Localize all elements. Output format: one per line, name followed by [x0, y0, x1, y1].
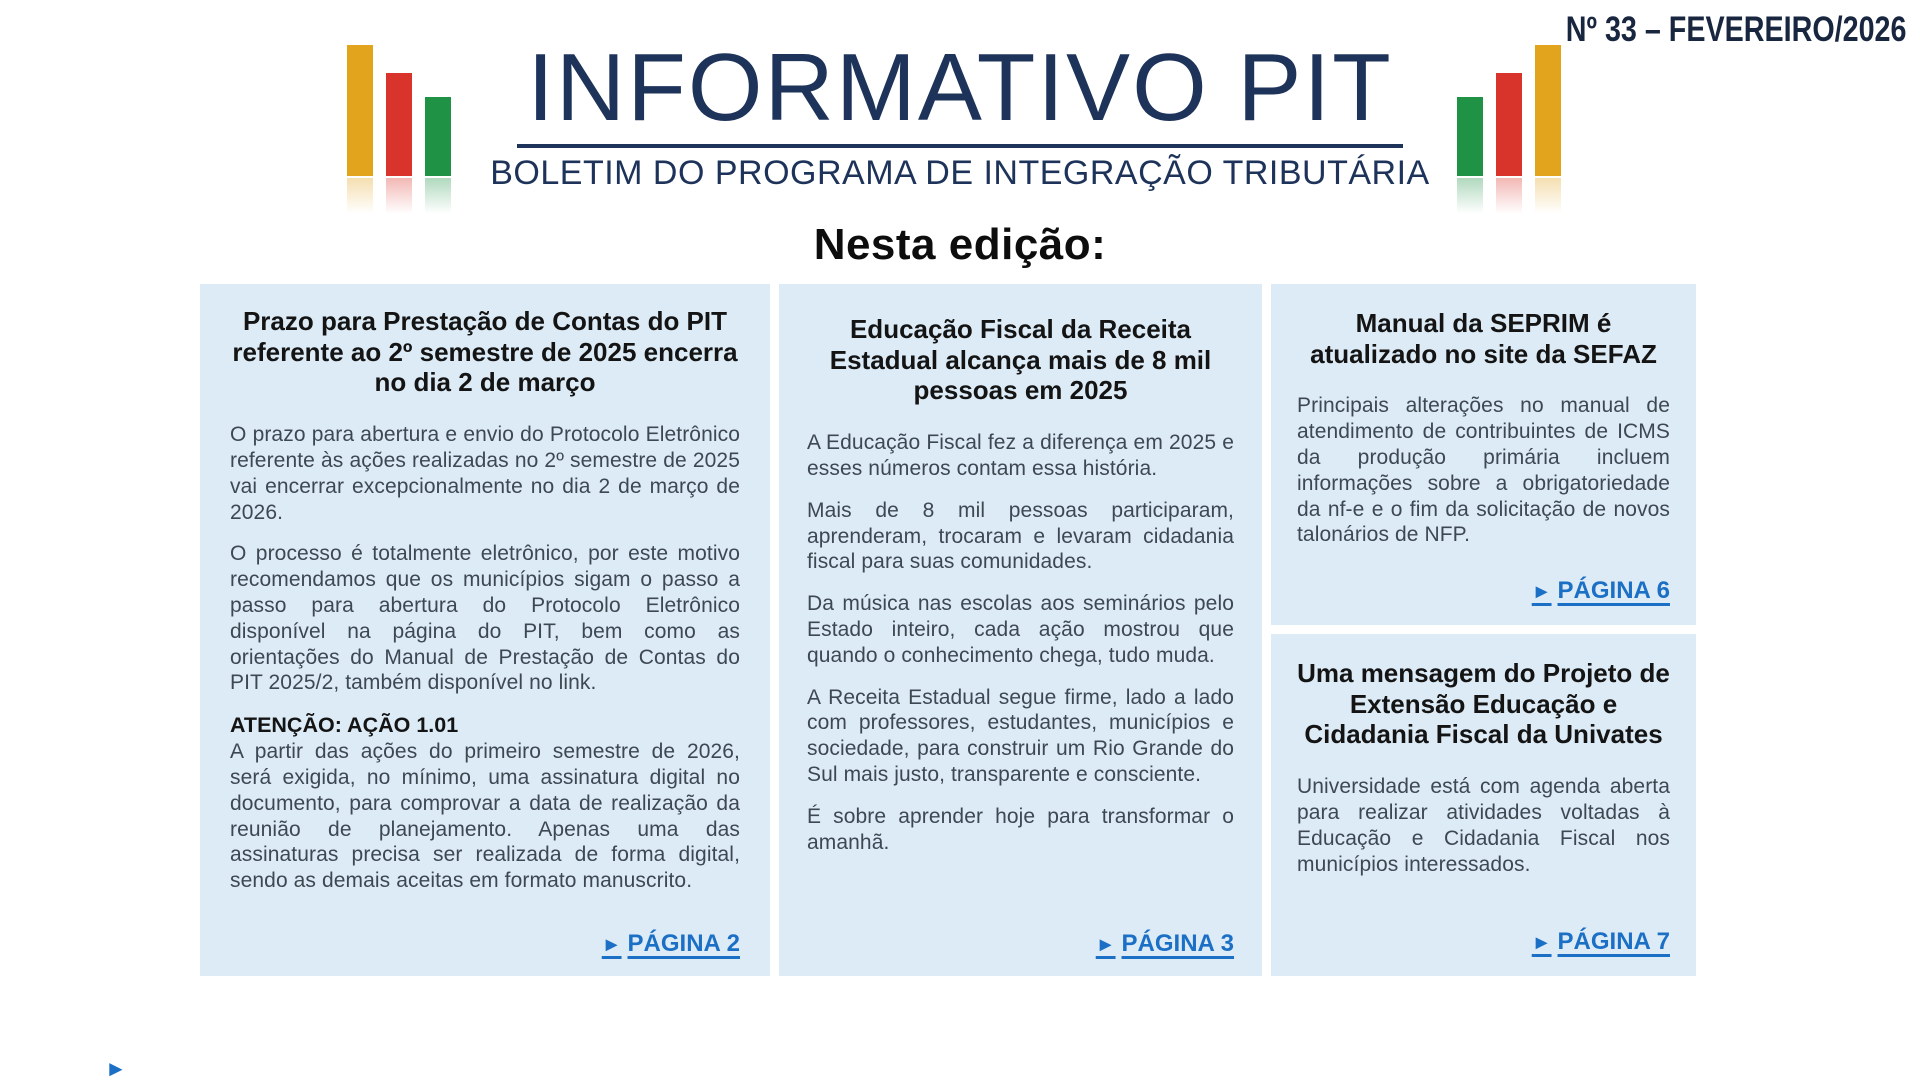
issue-number: Nº 33 – FEVEREIRO/2026: [1565, 10, 1906, 49]
newsletter-subtitle: BOLETIM DO PROGRAMA DE INTEGRAÇÃO TRIBUTÁRIA: [490, 154, 1430, 192]
page-3-link[interactable]: [1096, 930, 1234, 958]
partial-arrow-mark: ►: [105, 1056, 127, 1081]
page-link-label: PÁGINA 6: [1557, 577, 1670, 604]
logo-bar-gold: [1535, 45, 1561, 176]
logo-bars-reflection: [1457, 178, 1561, 220]
articles-row: [200, 284, 1696, 976]
masthead: [0, 34, 1920, 193]
newsletter-header: [0, 0, 1920, 212]
article-card-prazo-prestacao: [200, 284, 770, 976]
logo-bar-red: [1496, 73, 1522, 176]
page-link-label: PÁGINA 2: [627, 930, 740, 957]
attention-heading: ATENÇÃO: AÇÃO 1.01: [230, 713, 459, 738]
article-paragraph: Mais de 8 mil pessoas participaram, aprenderam, trocaram e levaram cidadania fiscal para suas comunidades.: [807, 498, 1234, 574]
page-2-link[interactable]: [602, 930, 740, 958]
logo-bar-red-reflection: [1496, 178, 1522, 220]
newsletter-title: INFORMATIVO PIT: [517, 40, 1403, 148]
play-arrow-icon: ►: [601, 934, 622, 956]
page-link-label: PÁGINA 7: [1557, 928, 1670, 955]
article-paragraph: O processo é totalmente eletrônico, por este motivo recomendamos que os municípios sigam o passo a passo para abertura do Protocolo Eletrônico disponível na página do PIT, bem como as orientações do Manual de Prestação de Contas do PIT 2025/2, também disponível no link.: [230, 542, 740, 695]
logo-bars: [1457, 45, 1561, 176]
play-arrow-icon: ►: [1531, 581, 1552, 603]
right-column: [1271, 284, 1696, 976]
article-title: Manual da SEPRIM é atualizado no site da SEFAZ: [1310, 308, 1657, 369]
logo-bar-gold-reflection: [1535, 178, 1561, 220]
page-6-link[interactable]: [1532, 577, 1670, 605]
article-paragraph: A Educação Fiscal fez a diferença em 2025 e esses números contam essa história.: [807, 431, 1234, 480]
article-card-manual-seprim: [1271, 284, 1696, 625]
article-paragraph: A Receita Estadual segue firme, lado a lado com professores, estudantes, municípios e sociedade, para construir um Rio Grande do Sul mais justo, transparente e consciente.: [807, 685, 1234, 787]
article-paragraph: O prazo para abertura e envio do Protocolo Eletrônico referente às ações realizadas no 2º semestre de 2025 vai encerrar excepcionalmente no dia 2 de março de 2026.: [230, 423, 740, 524]
article-paragraph: Principais alterações no manual de atendimento de contribuintes de ICMS da produção primária incluem informações sobre a obrigatoriedade da nf-e e o fim da solicitação de novos talonários de NFP.: [1297, 394, 1670, 547]
play-arrow-icon: ►: [1531, 932, 1552, 954]
article-paragraph: É sobre aprender hoje para transformar o amanhã.: [807, 804, 1234, 854]
article-paragraph: Universidade está com agenda aberta para realizar atividades voltadas à Educação e Cidadania Fiscal nos municípios interessados.: [1297, 775, 1670, 876]
attention-paragraph: A partir das ações do primeiro semestre de 2026, será exigida, no mínimo, uma assinatura digital no documento, para comprovar a data de realização da reunião de planejamento. Apenas uma das assinaturas precisa ser realizada de forma digital, sendo as demais aceitas em formato manuscrito.: [230, 740, 740, 893]
logo-bar-green-reflection: [1457, 178, 1483, 220]
logo-bar-green: [1457, 97, 1483, 176]
article-title: Prazo para Prestação de Contas do PIT referente ao 2º semestre de 2025 encerra no dia 2 de março: [232, 306, 738, 398]
article-title: Educação Fiscal da Receita Estadual alcança mais de 8 mil pessoas em 2025: [829, 314, 1212, 406]
article-paragraph: Da música nas escolas aos seminários pelo Estado inteiro, cada ação mostrou que quando o conhecimento chega, tudo muda.: [807, 592, 1234, 667]
bar-chart-logo-right: [1457, 45, 1561, 220]
article-card-mensagem-univates: [1271, 634, 1696, 976]
page-7-link[interactable]: [1532, 928, 1670, 956]
page-link-label: PÁGINA 3: [1121, 930, 1234, 957]
article-title: Uma mensagem do Projeto de Extensão Educação e Cidadania Fiscal da Univates: [1297, 658, 1670, 750]
article-card-educacao-fiscal: [779, 284, 1262, 976]
play-arrow-icon: ►: [1095, 934, 1116, 956]
section-heading: Nesta edição:: [813, 220, 1107, 269]
